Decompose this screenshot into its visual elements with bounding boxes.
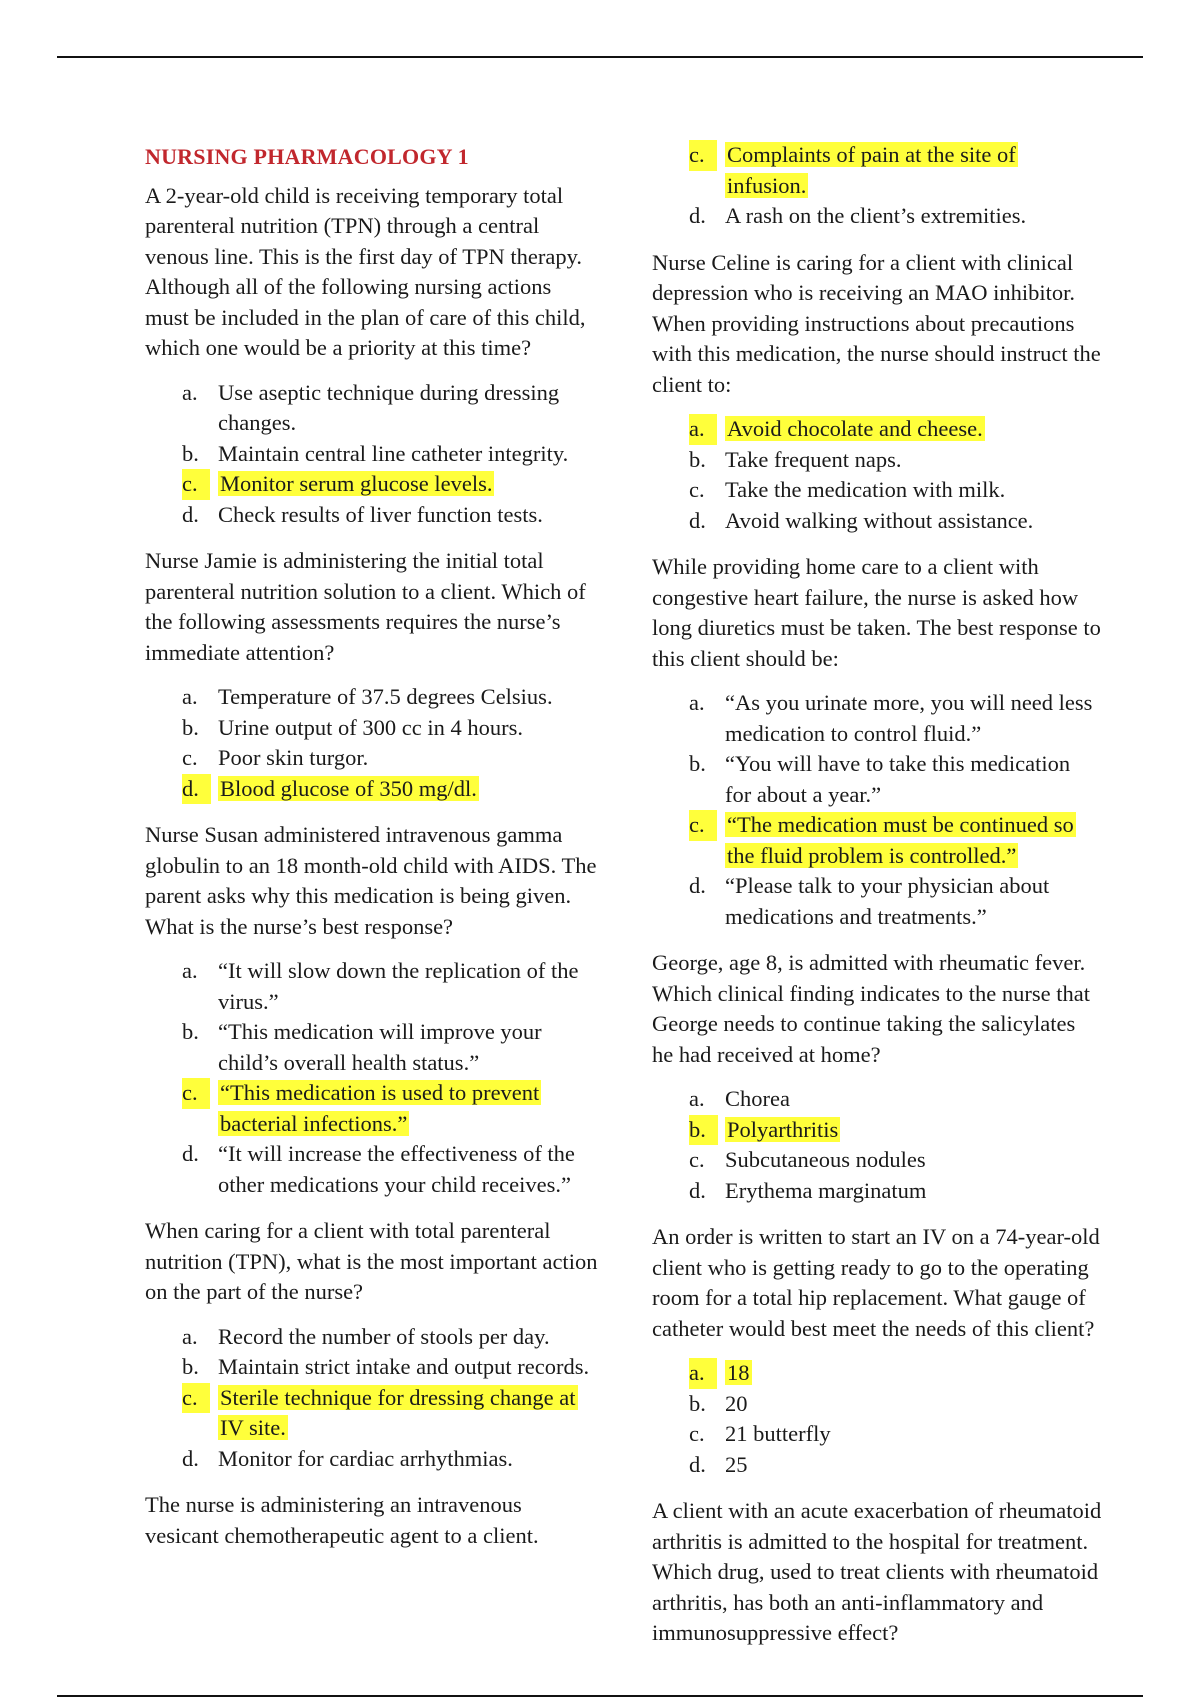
highlighted-answer: Avoid chocolate and cheese.: [727, 416, 983, 441]
option-text: “You will have to take this medication for about a year.”: [725, 751, 1071, 807]
correct-answer-option: [652, 140, 1102, 201]
left-column: [145, 142, 600, 1565]
answer-option: [652, 475, 1102, 506]
question-stem: The nurse is administering an intravenous vesicant chemotherapeutic agent to a client.: [145, 1492, 539, 1548]
option-letter: c.: [689, 477, 705, 502]
question-stem: Nurse Celine is caring for a client with clinical depression who is receiving an MAO inhibitor. When providing instructions about precautions with this medication, the nurse should instruct the client to:: [652, 249, 1101, 397]
highlighted-answer: Complaints of pain at the site of infusion.: [727, 142, 1016, 198]
answer-option: [145, 956, 600, 1017]
correct-answer-option: [652, 1358, 1102, 1389]
option-letter: [652, 1115, 725, 1146]
correct-answer-option: [652, 414, 1102, 445]
highlight-marker: c.: [182, 469, 210, 500]
answer-option: [652, 688, 1102, 749]
highlight-marker: c.: [689, 810, 717, 841]
highlighted-answer: Blood glucose of 350 mg/dl.: [220, 775, 477, 801]
option-letter: [145, 774, 218, 805]
option-letter: b.: [182, 1019, 199, 1044]
option-letter: d.: [182, 1141, 199, 1166]
option-text: 20: [725, 1390, 748, 1416]
option-letter: a.: [182, 958, 198, 983]
option-letter: b.: [689, 1390, 706, 1416]
correct-answer-option: [145, 469, 600, 500]
highlighted-answer: “This medication is used to prevent bacterial infections.”: [220, 1080, 540, 1136]
option-letter: d.: [689, 507, 706, 533]
option-text: [218, 469, 600, 500]
option-text: [725, 414, 1102, 445]
option-letter: a.: [689, 1086, 705, 1111]
right-questions: [652, 248, 1102, 1649]
correct-answer-option: [145, 1078, 600, 1139]
option-letter: [652, 810, 725, 871]
correct-answer-option: [652, 810, 1102, 871]
option-text: 25: [725, 1451, 748, 1477]
answer-option: [652, 201, 1102, 232]
option-letter: a.: [182, 379, 198, 405]
option-letter: [652, 414, 725, 445]
option-text: [218, 1078, 600, 1139]
correct-answer-option: [652, 1115, 1102, 1146]
option-text: “Please talk to your physician about medications and treatments.”: [725, 873, 1050, 929]
answer-option: [652, 1084, 1102, 1115]
option-text: “As you urinate more, you will need less medication to control fluid.”: [725, 690, 1093, 746]
highlight-marker: c.: [182, 1078, 210, 1109]
answer-option: [145, 1139, 600, 1200]
correct-answer-option: [145, 1383, 600, 1444]
highlight-marker: c.: [182, 1383, 210, 1414]
question-stem: George, age 8, is admitted with rheumatic fever. Which clinical finding indicates to the nurse that George needs to continue taking the salicylates he had received at home?: [652, 950, 1090, 1067]
option-list: [145, 1322, 600, 1475]
question-stem: An order is written to start an IV on a 74-year-old client who is getting ready to go to the operating room for a total hip replacement. What gauge of catheter would best meet the needs of this client?: [652, 1224, 1100, 1341]
highlight-marker: a.: [689, 1358, 717, 1389]
option-text: “This medication will improve your child’s overall health status.”: [218, 1019, 542, 1075]
option-text: Chorea: [725, 1086, 790, 1111]
right-column: [652, 140, 1102, 1663]
answer-option: [145, 439, 600, 470]
answer-option: [652, 1389, 1102, 1420]
option-text: Maintain central line catheter integrity.: [218, 440, 569, 466]
document-title: NURSING PHARMACOLOGY 1: [145, 144, 469, 169]
option-text: [725, 1358, 1102, 1389]
highlighted-answer: Monitor serum glucose levels.: [220, 471, 493, 496]
answer-option: [652, 749, 1102, 810]
option-letter: d.: [182, 1445, 199, 1471]
answer-option: [652, 1176, 1102, 1207]
highlight-marker: d.: [182, 774, 211, 805]
option-list: [145, 956, 600, 1200]
option-letter: d.: [182, 501, 199, 527]
left-questions: [145, 181, 600, 1552]
option-letter: a.: [689, 690, 705, 715]
answer-option: [145, 713, 600, 744]
option-list: [145, 378, 600, 531]
highlight-marker: b.: [689, 1115, 718, 1146]
option-letter: d.: [689, 1451, 706, 1477]
option-text: Urine output of 300 cc in 4 hours.: [218, 714, 523, 740]
answer-option: [652, 1145, 1102, 1176]
footer-rule: [57, 1695, 1143, 1697]
question-stem: While providing home care to a client with congestive heart failure, the nurse is asked how long diuretics must be taken. The best response to this client should be:: [652, 554, 1101, 671]
option-text: 21 butterfly: [725, 1421, 831, 1446]
header-rule: [57, 56, 1143, 58]
continued-options: [652, 140, 1102, 232]
option-text: Use aseptic technique during dressing changes.: [218, 379, 560, 435]
option-text: Erythema marginatum: [725, 1177, 927, 1203]
option-text: Avoid walking without assistance.: [725, 507, 1034, 533]
answer-option: [145, 500, 600, 531]
option-text: Take the medication with milk.: [725, 477, 1006, 502]
option-list: [652, 688, 1102, 932]
option-text: [218, 774, 600, 805]
answer-option: [652, 871, 1102, 932]
answer-option: [145, 743, 600, 774]
highlighted-answer: Polyarthritis: [727, 1116, 839, 1142]
option-text: Record the number of stools per day.: [218, 1323, 550, 1349]
answer-option: [652, 445, 1102, 476]
option-text: [218, 1383, 600, 1444]
option-text: [725, 1115, 1102, 1146]
option-letter: c.: [689, 1147, 705, 1172]
option-letter: d.: [689, 873, 706, 898]
option-text: Temperature of 37.5 degrees Celsius.: [218, 684, 553, 709]
answer-option: [145, 378, 600, 439]
answer-option: [145, 1322, 600, 1353]
highlighted-answer: 18: [727, 1360, 750, 1385]
highlight-marker: a.: [689, 414, 717, 445]
answer-option: [145, 1444, 600, 1475]
highlighted-answer: Sterile technique for dressing change at IV site.: [220, 1384, 576, 1440]
option-list: [145, 682, 600, 804]
answer-option: [652, 506, 1102, 537]
option-letter: b.: [689, 751, 706, 776]
correct-answer-option: [145, 774, 600, 805]
question-stem: A 2-year-old child is receiving temporary total parenteral nutrition (TPN) through a central venous line. This is the first day of TPN therapy. Although all of the following nursing actions must be included in the plan of care of this child, which one would be a priority at this time?: [145, 182, 586, 360]
option-letter: c.: [182, 745, 198, 770]
option-letter: b.: [689, 446, 706, 472]
question-stem: Nurse Jamie is administering the initial total parenteral nutrition solution to a client. Which of the following assessments requires the nurse’s immediate attention?: [145, 548, 586, 665]
option-text: Take frequent naps.: [725, 446, 902, 472]
question-stem: A client with an acute exacerbation of rheumatoid arthritis is admitted to the hospital for treatment. Which drug, used to treat clients with rheumatoid arthritis, has both an anti-inflammatory and immunosuppressive effect?: [652, 1498, 1102, 1645]
highlighted-answer: “The medication must be continued so the fluid problem is controlled.”: [727, 812, 1074, 868]
option-letter: d.: [689, 203, 706, 228]
option-letter: [145, 469, 218, 500]
option-text: Subcutaneous nodules: [725, 1147, 926, 1172]
option-letter: b.: [182, 714, 199, 740]
option-letter: [145, 1383, 218, 1444]
option-letter: [652, 140, 725, 201]
option-letter: [145, 1078, 218, 1139]
question-stem: When caring for a client with total parenteral nutrition (TPN), what is the most important action on the part of the nurse?: [145, 1218, 598, 1304]
option-letter: a.: [182, 1323, 198, 1349]
option-list: [652, 1084, 1102, 1206]
option-list: [652, 1358, 1102, 1480]
option-text: Maintain strict intake and output records.: [218, 1354, 590, 1379]
answer-option: [652, 1450, 1102, 1481]
question-stem: Nurse Susan administered intravenous gamma globulin to an 18 month-old child with AIDS. The parent asks why this medication is being given. What is the nurse’s best response?: [145, 822, 597, 939]
answer-option: [652, 1419, 1102, 1450]
highlight-marker: c.: [689, 140, 717, 171]
option-letter: c.: [689, 1421, 705, 1446]
option-text: Monitor for cardiac arrhythmias.: [218, 1445, 513, 1471]
option-letter: [652, 1358, 725, 1389]
answer-option: [145, 682, 600, 713]
option-text: “It will increase the effectiveness of the other medications your child receives.”: [218, 1141, 575, 1197]
option-text: A rash on the client’s extremities.: [725, 203, 1027, 228]
answer-option: [145, 1352, 600, 1383]
option-letter: d.: [689, 1177, 706, 1203]
option-text: Poor skin turgor.: [218, 745, 369, 770]
option-letter: a.: [182, 684, 198, 709]
option-letter: b.: [182, 1354, 199, 1379]
answer-option: [145, 1017, 600, 1078]
option-list: [652, 414, 1102, 536]
option-text: “It will slow down the replication of the virus.”: [218, 958, 579, 1014]
option-text: [725, 810, 1102, 871]
option-text: [725, 140, 1102, 201]
option-text: Check results of liver function tests.: [218, 501, 543, 527]
option-letter: b.: [182, 440, 199, 466]
